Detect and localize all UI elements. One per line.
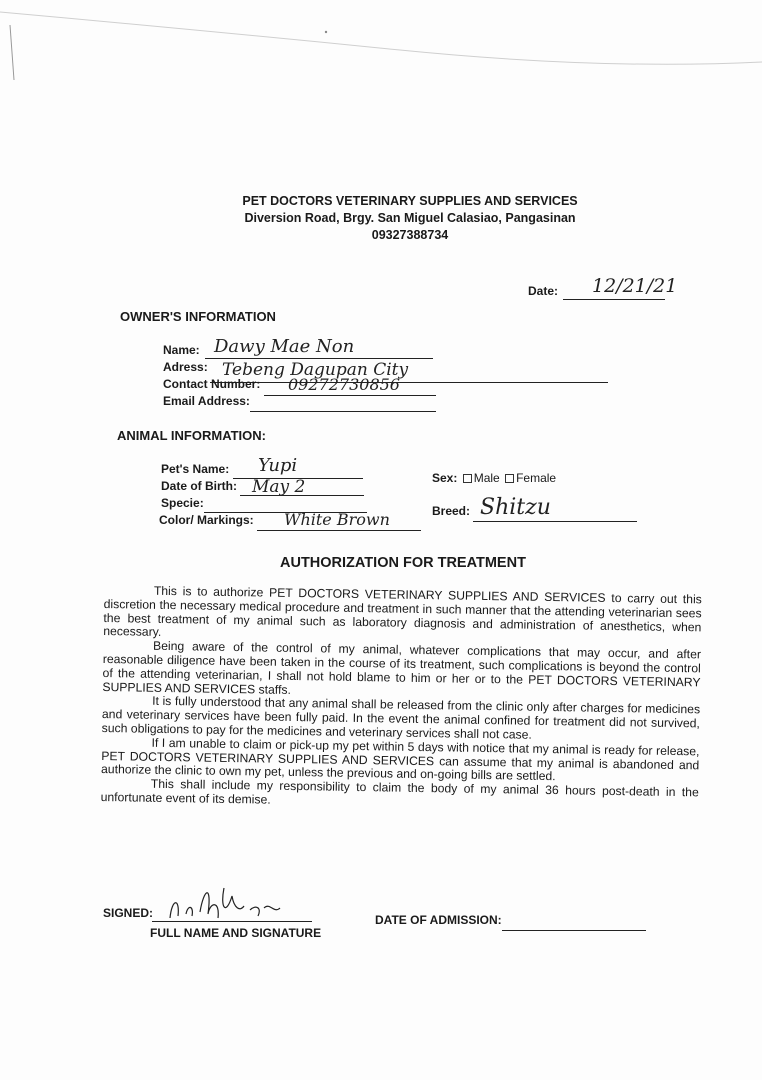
authorization-title: AUTHORIZATION FOR TREATMENT <box>280 555 526 571</box>
female-checkbox[interactable] <box>505 474 514 483</box>
owner-name-value: Dawy Mae Non <box>214 336 355 357</box>
owner-email-line <box>250 411 436 412</box>
business-phone: 09327388734 <box>371 228 449 242</box>
owner-name-label: Name: <box>163 343 200 357</box>
owner-name-line <box>205 358 433 359</box>
dob-value: May 2 <box>252 477 306 497</box>
specie-label: Specie: <box>161 496 204 510</box>
date-value: 12/21/21 <box>592 275 678 297</box>
pet-name-label: Pet's Name: <box>161 462 230 476</box>
owner-address-label: Adress: <box>163 360 208 374</box>
date-label: Date: <box>528 284 559 298</box>
color-line <box>257 530 421 531</box>
female-option-label: Female <box>516 471 557 485</box>
authorization-paragraph-5: This shall include my responsibility to claim the body of my animal 36 hours post-death in the unfortunate event of its demise. <box>100 776 699 807</box>
animal-section-title: ANIMAL INFORMATION: <box>117 428 266 443</box>
pet-name-value: Yupi <box>258 455 298 476</box>
authorization-paragraph-2: Being aware of the control of my animal, whatever complications that may occur, and after reasonable diligence have been taken in the course of its treatment, such complications is beyond the control of the attending veterinarian, I shall not hold blame to him or her or to the PET DOCTORS VETERINARY SUPPLIES AND SERVICES staffs. <box>102 638 702 697</box>
signature-caption: FULL NAME AND SIGNATURE <box>150 926 322 940</box>
business-address: Diversion Road, Brgy. San Miguel Calasiao, Pangasinan <box>244 211 576 225</box>
color-value: White Brown <box>284 510 390 529</box>
signed-label: SIGNED: <box>103 906 154 920</box>
sex-field <box>432 471 556 485</box>
date-line <box>563 299 665 300</box>
breed-value: Shitzu <box>480 495 551 520</box>
owner-address-line <box>210 382 608 383</box>
admission-date-line <box>502 930 646 931</box>
authorization-body <box>101 584 702 814</box>
sex-label: Sex: <box>432 471 458 485</box>
male-checkbox[interactable] <box>463 474 472 483</box>
color-label: Color/ Markings: <box>159 513 254 527</box>
business-name: PET DOCTORS VETERINARY SUPPLIES AND SERVICES <box>242 194 578 208</box>
authorization-paragraph-4: If I am unable to claim or pick-up my pet within 5 days with notice that my animal is ready for release, PET DOCTORS VETERINARY SUPPLIES AND SERVICES can assume that my animal is abandoned and authorize the clinic to own my pet, unless the previous and on-going bills are settled. <box>100 735 700 784</box>
owner-email-label: Email Address: <box>163 394 250 408</box>
owner-section-title: OWNER'S INFORMATION <box>120 309 276 324</box>
owner-contact-value: 09272730856 <box>288 375 400 394</box>
admission-date-label: DATE OF ADMISSION: <box>375 913 502 927</box>
owner-address-value: Tebeng Dagupan City <box>222 360 409 380</box>
authorization-paragraph-3: It is fully understood that any animal shall be released from the clinic only after charges for medicines and veterinary services have been fully paid. In the event the animal confined for treatment did not survived, such obligations to pay for the medicines and veterinary services shall not case. <box>101 694 701 742</box>
breed-line <box>473 521 637 522</box>
owner-contact-line <box>264 395 436 396</box>
male-option-label: Male <box>473 471 500 485</box>
authorization-paragraph-1: This is to authorize PET DOCTORS VETERINARY SUPPLIES AND SERVICES to carry out this discretion the necessary medical procedure and treatment in such manner that the attending veterinarian sees the best treatment of my animal such as laboratory diagnosis and administration of anesthetics, when necessary. <box>103 583 702 640</box>
dob-label: Date of Birth: <box>161 479 237 493</box>
owner-contact-label: Contact Number: <box>163 377 261 391</box>
breed-label: Breed: <box>432 504 471 518</box>
